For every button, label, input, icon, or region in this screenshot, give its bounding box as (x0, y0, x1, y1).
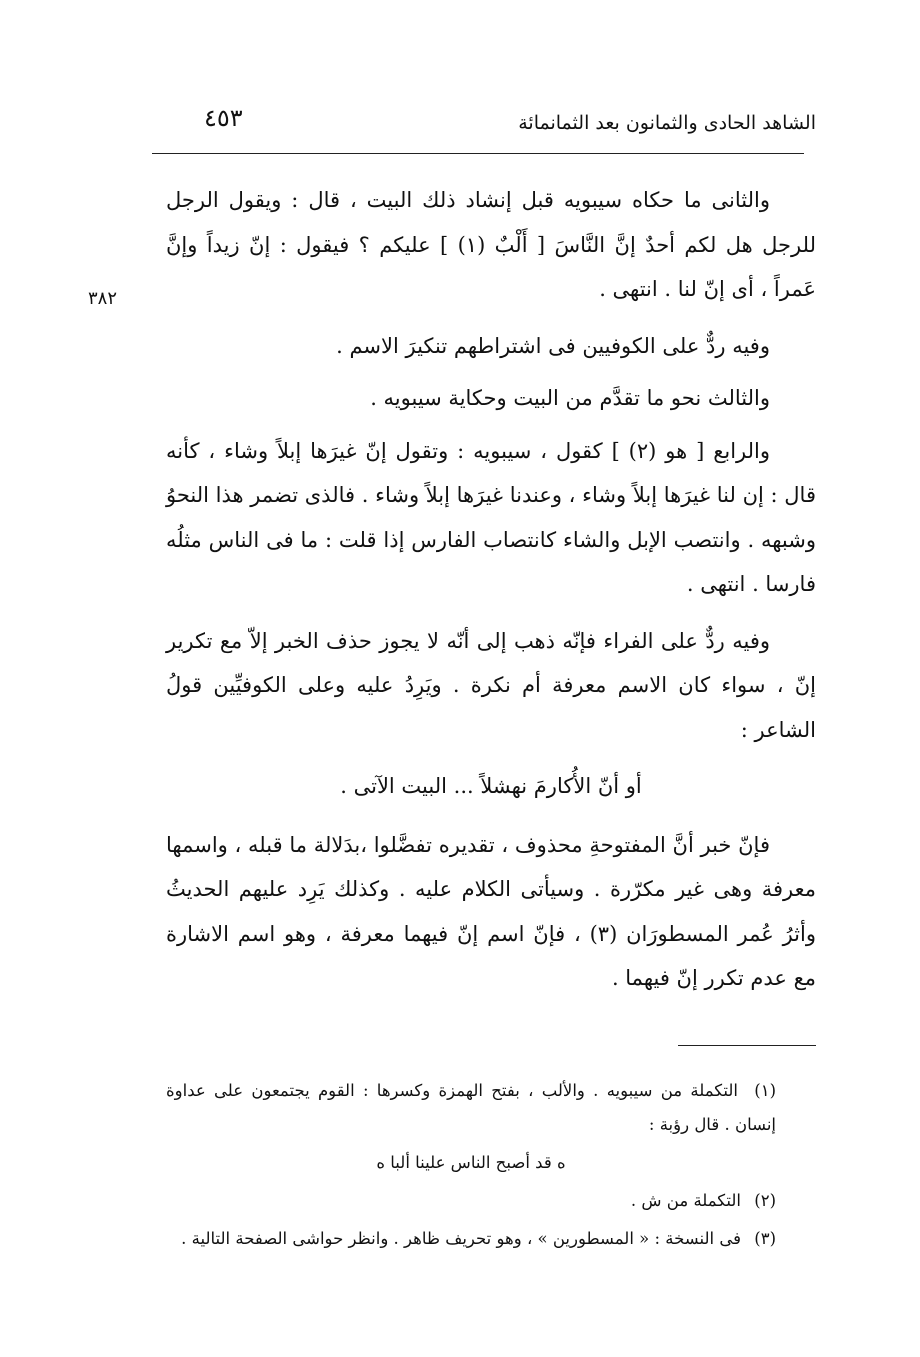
footnote-3 (166, 1222, 776, 1256)
paragraph-6: فإنّ خبر أنَّ المفتوحةِ محذوف ، تقديره تفضَّلوا ،بدَلالة ما قبله ، واسمها معرفة وهى غير مكرّرة . وسيأتى الكلام عليه . وكذلك يَرِد عليهم الحديثُ وأثرُ عُمر المسطورَان (٣) ، فإنّ اسم إنّ فيهما معرفة ، وهو اسم الاشارة مع عدم تكرر إنّ فيهما . (166, 832, 816, 990)
paragraph-1: والثانى ما حكاه سيبويه قبل إنشاد ذلك البيت ، قال : ويقول الرجل للرجل هل لكم أحدٌ إنَّ النَّاسَ [ أَلْبٌ (١) ] عليكم ؟ فيقول : إنّ زيداً وإنَّ عَمراً ، أى إنّ لنا . انتهى . (166, 188, 816, 301)
footnote-rule (678, 1045, 816, 1046)
margin-page-reference: ٣٨٢ (88, 288, 118, 309)
footnote-1-verse: ه قد أصبح الناس علينا ألبا ه (376, 1153, 566, 1172)
footnotes (166, 1074, 776, 1260)
page-number: ٤٥٣ (204, 104, 243, 132)
footnote-2-text: التكملة من ش . (630, 1191, 741, 1210)
main-text (166, 178, 816, 1013)
header-rule (152, 153, 804, 154)
paragraph-2: وفيه ردٌّ على الكوفيين فى اشتراطهم تنكيرَ الاسم . (336, 333, 770, 358)
footnote-1 (166, 1074, 776, 1142)
running-title: الشاهد الحادى والثمانون بعد الثمانمائة (518, 112, 816, 134)
footnote-2-number: (٢) (754, 1191, 776, 1210)
footnote-3-text: فى النسخة : « المسطورين » ، وهو تحريف ظاهر . وانظر حواشى الصفحة التالية . (181, 1229, 741, 1248)
footnote-1-text: التكملة من سيبويه . والألب ، بفتح الهمزة وكسرها : القوم يجتمعون على عداوة إنسان . قال رؤبة : (166, 1081, 776, 1134)
verse-line: أو أنّ الأُكارمَ نهشلاً ... البيت الآتى . (340, 774, 642, 798)
footnote-3-number: (٣) (754, 1229, 776, 1248)
paragraph-3: والثالث نحو ما تقدَّم من البيت وحكاية سيبويه . (370, 386, 770, 410)
footnote-1-number: (١) (754, 1081, 776, 1100)
footnote-2 (166, 1184, 776, 1218)
paragraph-4: والرابع [ هو (٢) ] كقول ، سيبويه : وتقول إنّ غيرَها إبلاً وشاء ، كأنه قال : إن لنا غيرَها إبلاً وشاء ، وعندنا غيرَها إبلاً وشاء . فالذى تضمر هذا النحوُ وشبهه . وانتصب الإبل والشاء كانتصاب الفارس إذا قلت : ما فى الناس مثلُه فارسا . انتهى . (166, 438, 816, 596)
paragraph-5: وفيه ردٌّ على الفراء فإنّه ذهب إلى أنّه لا يجوز حذف الخبر إلاّ مع تكرير إنّ ، سواء كان الاسم معرفة أم نكرة . ويَرِدُ عليه وعلى الكوفيِّين قولُ الشاعر : (166, 628, 817, 742)
